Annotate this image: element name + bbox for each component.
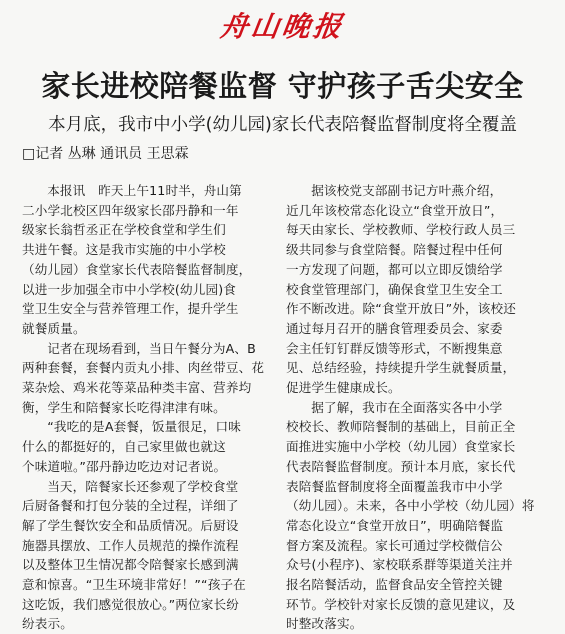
text-line: 督方案及流程。家长可通过学校微信公 <box>286 537 503 553</box>
text-line: 后厨备餐和打包分装的全过程，详细了 <box>22 498 239 514</box>
text-line: （幼儿园）食堂家长代表陪餐监督制度， <box>22 261 252 277</box>
text-line: 以进一步加强全市中小学校(幼儿园)食 <box>22 281 237 297</box>
text-line: 当天，陪餐家长还参观了学校食堂 <box>47 478 239 494</box>
text-line: 记者在现场看到，当日午餐分为A、B <box>47 340 256 356</box>
text-line: 以及整体卫生情况都令陪餐家长感到满 <box>22 557 239 573</box>
text-line: 每天由家长、学校教师、学校行政人员三 <box>286 222 516 238</box>
text-line: 什么的都挺好的，自己家里做也就这 <box>22 439 226 455</box>
text-line: 意和惊喜。“卫生环境非常好！”“孩子在 <box>22 577 246 593</box>
article-column-left <box>22 181 272 634</box>
text-line: 本报讯 昨天上午11时半，舟山第 <box>47 183 242 198</box>
text-line: 这吃饭，我们感觉很放心。”两位家长纷 <box>22 596 240 612</box>
text-line: 面推进实施中小学校（幼儿园）食堂家长 <box>286 439 516 455</box>
text-line: 常态化设立“食堂开放日”，明确陪餐监 <box>286 517 504 533</box>
text-line: 表陪餐监督制度将全面覆盖我市中小学 <box>286 478 503 494</box>
text-line: 促进学生健康成长。 <box>286 380 401 396</box>
text-line: 级家长翁哲丞正在学校食堂和学生们 <box>22 222 226 238</box>
text-line: 据了解，我市在全面落实各中小学 <box>311 399 503 415</box>
article-byline: □记者 丛琳 通讯员 王思霖 <box>22 146 189 162</box>
text-line: 一方发现了问题，都可以立即反馈给学 <box>286 261 503 277</box>
text-line: （幼儿园）。未来，各中小学校（幼儿园）将 <box>286 498 535 514</box>
article-column-right <box>286 181 548 634</box>
text-line: 众号(小程序)、家校联系群等渠道关注并 <box>286 557 513 573</box>
text-line: 时整改落实。 <box>286 616 363 632</box>
text-line: 衡，学生和陪餐家长吃得津津有味。 <box>22 399 226 415</box>
text-line: 纷表示。 <box>22 616 73 632</box>
text-line: 校食堂管理部门，确保食堂卫生安全工 <box>286 281 503 297</box>
text-line: 通过每月召开的膳食管理委员会、家委 <box>286 320 503 336</box>
text-line: 堂卫生安全与营养管理工作，提升学生 <box>22 301 239 317</box>
masthead-logo-text: 舟山晚报 <box>218 10 347 43</box>
text-line: 级共同参与食堂陪餐。陪餐过程中任何 <box>286 242 503 258</box>
text-line: 报名陪餐活动，监督食品安全管控关键 <box>286 577 503 593</box>
text-line: 近几年该校常态化设立“食堂开放日”， <box>286 202 504 218</box>
text-line: 个味道啦。”邵丹静边吃边对记者说。 <box>22 458 227 474</box>
text-line: 菜杂烩、鸡米花等菜品种类丰富、营养均 <box>22 380 252 396</box>
text-line: 会主任钉钉群反馈等形式，不断搜集意 <box>286 340 503 356</box>
newspaper-masthead <box>0 6 565 48</box>
article-headline: 家长进校陪餐监督 守护孩子舌尖安全 <box>41 69 524 103</box>
text-line: 二小学北校区四年级家长邵丹静和一年 <box>22 202 239 218</box>
text-line: 代表陪餐监督制度。预计本月底，家长代 <box>286 458 516 474</box>
text-line: 作不断改进。除“食堂开放日”外，该校还 <box>286 301 516 317</box>
text-line: 校校长、教师陪餐制的基础上，目前正全 <box>286 419 516 435</box>
article-subheadline: 本月底，我市中小学(幼儿园)家长代表陪餐监督制度将全覆盖 <box>48 115 517 135</box>
text-line: 解了学生餐饮安全和品质情况。后厨设 <box>22 517 239 533</box>
text-line: “我吃的是A套餐，饭量很足，口味 <box>47 419 242 435</box>
text-line: 就餐质量。 <box>22 320 86 336</box>
text-line: 两种套餐，套餐内贡丸小排、肉丝带豆、花 <box>22 360 265 376</box>
text-line: 共进午餐。这是我市实施的中小学校 <box>22 242 226 258</box>
text-line: 环节。学校针对家长反馈的意见建议，及 <box>286 596 516 612</box>
text-line: 据该校党支部副书记方叶燕介绍， <box>311 183 503 198</box>
text-line: 见、总结经验，持续提升学生就餐质量， <box>286 360 516 376</box>
text-line: 施器具摆放、工作人员规范的操作流程 <box>22 537 239 553</box>
